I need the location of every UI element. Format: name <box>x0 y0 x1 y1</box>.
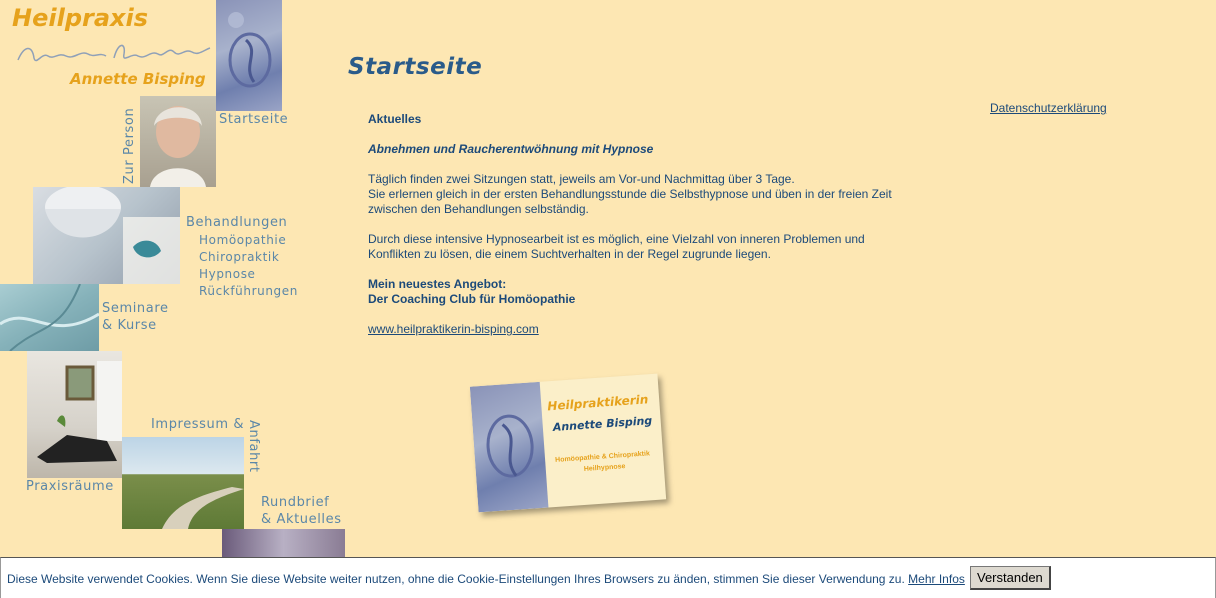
practice-room-photo <box>27 351 122 478</box>
nav-seminare[interactable] <box>102 300 169 334</box>
card-title: Heilpraktikerin <box>546 392 649 414</box>
news-para1-line1: Täglich finden zwei Sitzungen statt, jeweils am Vor-und Nachmittag über 3 Tage. <box>368 172 795 186</box>
logo[interactable] <box>0 0 216 96</box>
fabric-photo <box>0 284 99 351</box>
portrait-photo <box>140 96 216 187</box>
privacy-link[interactable]: Datenschutzerklärung <box>990 101 1107 115</box>
signature-icon <box>14 38 214 72</box>
website-link[interactable]: www.heilpraktikerin-bisping.com <box>368 322 539 336</box>
treatment-photo <box>33 187 180 284</box>
nav-zur-person[interactable]: Zur Person <box>122 107 137 184</box>
logo-name: Annette Bisping <box>70 70 206 88</box>
nav-rundbrief-line2: & Aktuelles <box>261 512 342 527</box>
card-line1: Homöopathie & Chiropraktik <box>554 450 651 464</box>
business-card <box>470 374 666 513</box>
nav-rundbrief-line1: Rundbrief <box>261 495 330 510</box>
nav-rundbrief[interactable] <box>261 494 342 528</box>
nav-chiropraktik[interactable]: Chiropraktik <box>199 250 280 264</box>
page-title: Startseite <box>348 54 483 80</box>
news-para2: Durch diese intensive Hypnosearbeit ist es möglich, eine Vielzahl von inneren Problemen und Konflikten zu lösen, die einem Suchtverhalten in der Regel zugrunde liegen. <box>368 232 865 261</box>
nav-behandlungen[interactable]: Behandlungen <box>186 215 288 230</box>
cookie-text: Diese Website verwendet Cookies. Wenn Sie diese Website weiter nutzen, ohne die Cookie-Einstellungen Ihres Browsers zu änden, stimmen Sie dieser Verwendung zu. <box>7 572 905 586</box>
abstract-blue-image <box>216 0 282 111</box>
news-subheading: Abnehmen und Raucherentwöhnung mit Hypnose <box>368 142 654 156</box>
main-content <box>368 112 908 352</box>
cookie-bar <box>0 557 1216 598</box>
logo-heilpraxis: Heilpraxis <box>12 4 149 32</box>
nav-homoeopathie[interactable]: Homöopathie <box>199 233 287 247</box>
nav-hypnose[interactable]: Hypnose <box>199 267 256 281</box>
behandlungen-submenu <box>199 232 298 300</box>
section-heading: Aktuelles <box>368 112 422 126</box>
offer-line1: Mein neuestes Angebot: <box>368 277 507 291</box>
nav-impressum[interactable]: Impressum & <box>151 417 245 432</box>
card-blue-image <box>470 382 549 513</box>
news-para1-line2: Sie erlernen gleich in der ersten Behandlungsstunde die Selbsthypnose und üben in der freien Zeit zwischen den Behandlungen selbständig. <box>368 187 892 216</box>
cookie-accept-button[interactable]: Verstanden <box>970 566 1051 590</box>
landscape-photo <box>122 437 244 529</box>
nav-rueckfuehrungen[interactable]: Rückführungen <box>199 284 298 298</box>
card-line2: Heilhypnose <box>583 463 626 473</box>
cookie-more-info-link[interactable]: Mehr Infos <box>908 572 965 586</box>
nav-seminare-line1: Seminare <box>102 301 169 316</box>
newsletter-photo <box>222 529 345 557</box>
offer-line2: Der Coaching Club für Homöopathie <box>368 292 576 306</box>
nav-seminare-line2: & Kurse <box>102 318 157 333</box>
nav-startseite[interactable]: Startseite <box>219 112 289 127</box>
card-name: Annette Bisping <box>552 414 653 435</box>
nav-anfahrt[interactable]: Anfahrt <box>246 420 261 473</box>
nav-praxisraeume[interactable]: Praxisräume <box>26 479 114 494</box>
